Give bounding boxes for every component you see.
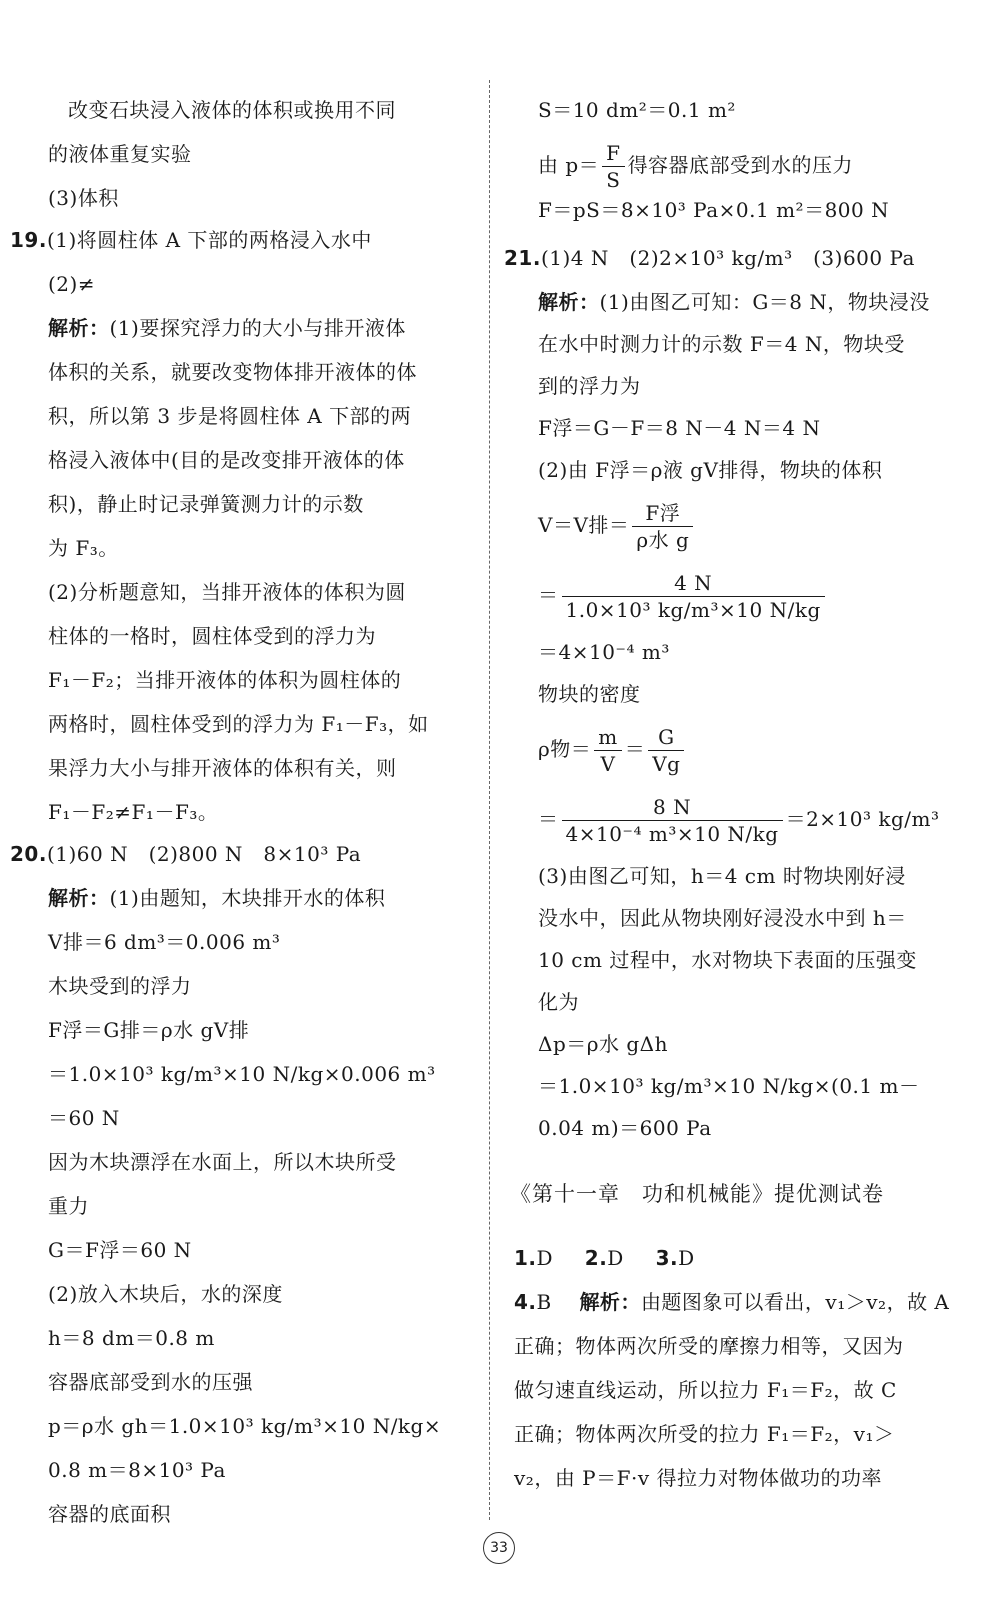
text-line: (3)体积 [48, 186, 119, 210]
formula-line: F＝pS＝8×10³ Pa×0.1 m²＝800 N [538, 198, 890, 222]
analysis-text: 由题图象可以看出，v₁＞v₂，故 A [640, 1290, 950, 1314]
analysis-text: (1)由图乙可知：G＝8 N，物块浸没 [599, 290, 930, 314]
analysis-line [538, 288, 930, 316]
analysis-label: 解析： [48, 316, 110, 340]
text-line: 两格时，圆柱体受到的浮力为 F₁－F₃，如 [48, 712, 429, 736]
section-heading: 《第十一章 功和机械能》提优测试卷 [510, 1182, 884, 1206]
formula-line [538, 498, 696, 553]
text-line: v₂，由 P＝F·v 得拉力对物体做功的功率 [514, 1466, 883, 1490]
text-line: 10 cm 过程中，水对物块下表面的压强变 [538, 948, 917, 972]
denominator: Vg [652, 752, 681, 776]
text-line: F₁－F₂；当排开液体的体积为圆柱体的 [48, 668, 402, 692]
numerator: F浮 [632, 500, 693, 527]
formula-text: ＝2×10³ kg/m³ [785, 807, 940, 831]
analysis-line [48, 884, 385, 912]
answer-text: D [536, 1246, 554, 1270]
formula-line: p＝ρ水 gh＝1.0×10³ kg/m³×10 N/kg× [48, 1414, 442, 1438]
denominator: S [606, 168, 621, 192]
text-line: 容器底部受到水的压强 [48, 1370, 253, 1394]
text-line: 到的浮力为 [538, 374, 641, 398]
question-number: 20. [10, 842, 47, 866]
answer-text: B [536, 1290, 552, 1314]
analysis-label: 解析： [538, 290, 600, 314]
numerator: G [648, 724, 684, 751]
formula-line: h＝8 dm＝0.8 m [48, 1326, 215, 1350]
text-line: 为 F₃。 [48, 536, 119, 560]
analysis-line [48, 314, 406, 342]
question-number: 2. [584, 1246, 608, 1270]
formula-line: S＝10 dm²＝0.1 m² [538, 98, 736, 122]
text-line: 重力 [48, 1194, 89, 1218]
question-21 [504, 244, 915, 272]
formula-text: ＝ [538, 807, 559, 831]
question-number: 1. [514, 1246, 537, 1270]
question-19 [10, 226, 372, 254]
answer-row [514, 1244, 695, 1272]
numerator: m [594, 724, 621, 751]
text-line: 做匀速直线运动，所以拉力 F₁＝F₂，故 C [514, 1378, 897, 1402]
formula-line [538, 138, 853, 193]
formula-text: ρ物＝ [538, 737, 592, 761]
formula-line: ＝60 N [48, 1106, 120, 1130]
answer-text: (2)≠ [48, 272, 96, 296]
text-line: 物块的密度 [538, 682, 641, 706]
fraction [562, 570, 825, 623]
formula-line: F浮＝G排＝ρ水 gV排 [48, 1018, 250, 1042]
question-number: 21. [504, 246, 541, 270]
text-line: 改变石块浸入液体的体积或换用不同 [68, 98, 396, 122]
formula-text: ＝ [624, 737, 646, 761]
formula-line [538, 722, 687, 777]
answer-text: D [678, 1246, 695, 1270]
formula-text: ＝ [538, 583, 559, 607]
analysis-label: 解析： [579, 1290, 641, 1314]
fraction [594, 724, 621, 777]
formula-text: V＝V排＝ [538, 513, 630, 537]
text-line: (2)分析题意知，当排开液体的体积为圆 [48, 580, 406, 604]
formula-line [538, 792, 940, 847]
column-divider [489, 80, 490, 1520]
formula-line: ＝1.0×10³ kg/m³×10 N/kg×0.006 m³ [48, 1062, 436, 1086]
text-line: 没水中，因此从物块刚好浸没水中到 h＝ [538, 906, 907, 930]
text-line: F₁－F₂≠F₁－F₃。 [48, 800, 219, 824]
text-line: 正确；物体两次所受的摩擦力相等，又因为 [514, 1334, 904, 1358]
question-number: 4. [514, 1290, 537, 1314]
formula-text: 由 p＝ [538, 153, 600, 177]
text-line: 化为 [538, 990, 579, 1014]
formula-line: F浮＝G－F＝8 N－4 N＝4 N [538, 416, 821, 440]
text-line: 体积的关系，就要改变物体排开液体的体 [48, 360, 417, 384]
text-line: 在水中时测力计的示数 F＝4 N，物块受 [538, 332, 905, 356]
fraction [602, 140, 624, 193]
numerator: F [602, 140, 624, 167]
fraction [648, 724, 684, 777]
formula-line: ＝1.0×10³ kg/m³×10 N/kg×(0.1 m－ [538, 1074, 920, 1098]
numerator: 4 N [562, 570, 825, 597]
answer-text: (1)4 N (2)2×10³ kg/m³ (3)600 Pa [540, 246, 915, 270]
analysis-text: (1)要探究浮力的大小与排开液体 [109, 316, 406, 340]
fraction [562, 794, 783, 847]
fraction [632, 500, 693, 553]
numerator: 8 N [562, 794, 783, 821]
text-line: 果浮力大小与排开液体的体积有关，则 [48, 756, 397, 780]
page-number: 33 [483, 1532, 515, 1564]
text-line: 因为木块漂浮在水面上，所以木块所受 [48, 1150, 397, 1174]
formula-line: ＝4×10⁻⁴ m³ [538, 640, 670, 664]
denominator: V [600, 752, 616, 776]
formula-line: 0.8 m＝8×10³ Pa [48, 1458, 226, 1482]
text-line: 积)，静止时记录弹簧测力计的示数 [48, 492, 364, 516]
formula-line: 0.04 m)＝600 Pa [538, 1116, 712, 1140]
formula-line [538, 568, 828, 623]
formula-line: (2)由 F浮＝ρ液 gV排得，物块的体积 [538, 458, 883, 482]
question-number: 19. [10, 228, 47, 252]
denominator: ρ水 g [636, 528, 690, 552]
analysis-text: (1)由题知，木块排开水的体积 [109, 886, 386, 910]
question-20 [10, 840, 361, 868]
question-number: 3. [655, 1246, 679, 1270]
text-line: 的液体重复实验 [48, 142, 192, 166]
text-line: 柱体的一格时，圆柱体受到的浮力为 [48, 624, 376, 648]
text-line: 格浸入液体中(目的是改变排开液体的体 [48, 448, 405, 472]
text-line: 容器的底面积 [48, 1502, 171, 1526]
denominator: 1.0×10³ kg/m³×10 N/kg [565, 598, 821, 622]
text-line: 积，所以第 3 步是将圆柱体 A 下部的两 [48, 404, 412, 428]
question-4 [514, 1288, 949, 1316]
text-line: 木块受到的浮力 [48, 974, 192, 998]
analysis-label: 解析： [48, 886, 110, 910]
formula-line: G＝F浮＝60 N [48, 1238, 192, 1262]
answer-text: D [607, 1246, 624, 1270]
formula-text: 得容器底部受到水的压力 [627, 153, 854, 177]
text-line: (3)由图乙可知，h＝4 cm 时物块刚好浸 [538, 864, 906, 888]
answer-text: (1)将圆柱体 A 下部的两格浸入水中 [46, 228, 372, 252]
formula-line: Δp＝ρ水 gΔh [538, 1032, 668, 1056]
text-line: 正确；物体两次所受的拉力 F₁＝F₂，v₁＞ [514, 1422, 895, 1446]
formula-line: V排＝6 dm³＝0.006 m³ [48, 930, 281, 954]
text-line: (2)放入木块后，水的深度 [48, 1282, 283, 1306]
denominator: 4×10⁻⁴ m³×10 N/kg [565, 822, 779, 846]
answer-text: (1)60 N (2)800 N 8×10³ Pa [46, 842, 362, 866]
